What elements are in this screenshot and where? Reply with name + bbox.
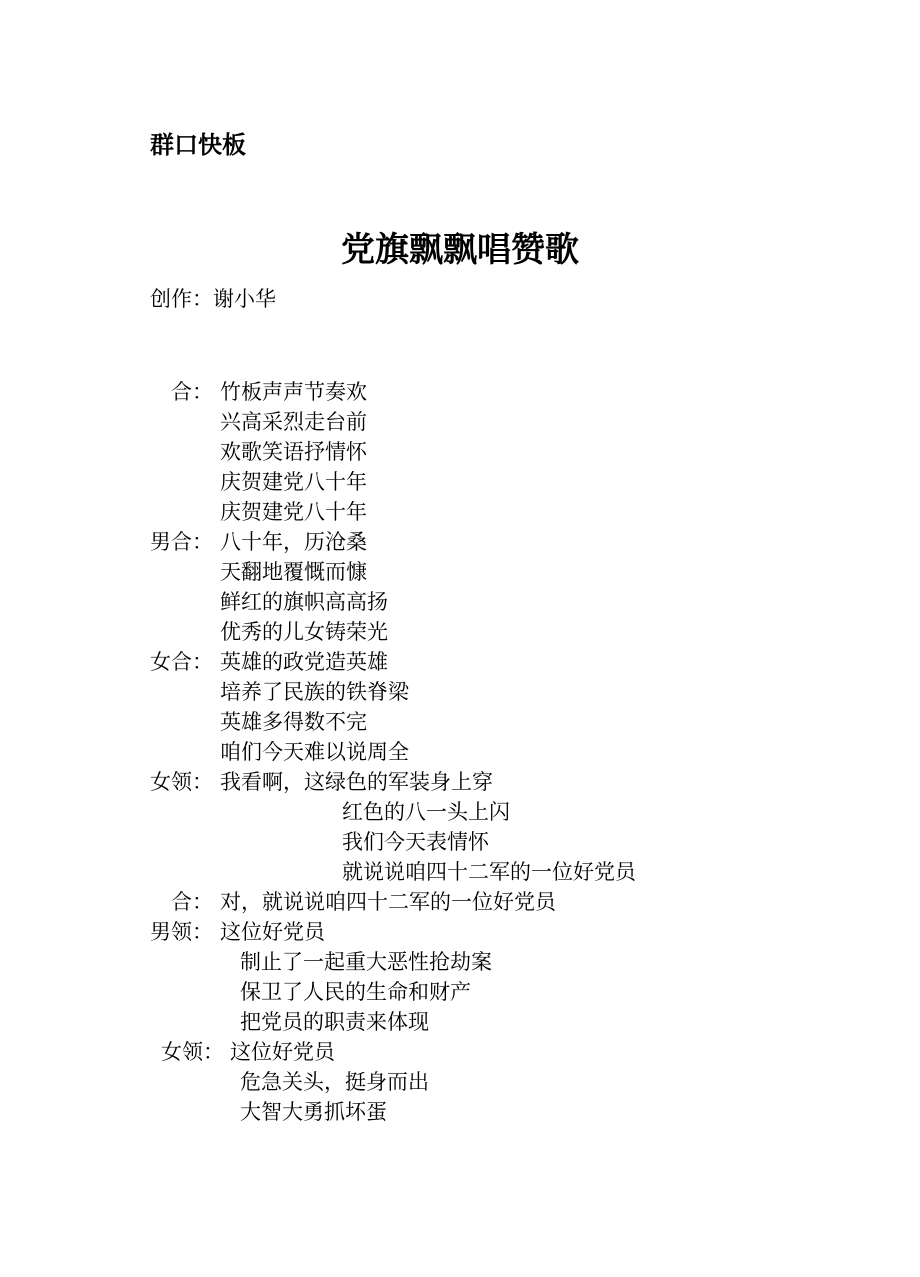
lyric-text: 把党员的职责来体现 xyxy=(240,1010,429,1034)
lyric-line xyxy=(0,1037,920,1067)
lyric-line xyxy=(0,497,920,527)
speaker-role: 男领： xyxy=(150,920,213,944)
lyric-line xyxy=(0,437,920,467)
lyric-line xyxy=(0,407,920,437)
lyric-text: 培养了民族的铁脊梁 xyxy=(220,680,409,704)
speaker-role: 合： xyxy=(171,380,213,404)
lyric-line xyxy=(0,527,920,557)
lyric-text: 优秀的儿女铸荣光 xyxy=(220,620,388,644)
speaker-role: 女领： xyxy=(150,770,213,794)
song-title: 党旗飘飘唱赞歌 xyxy=(341,230,579,270)
speaker-role: 合： xyxy=(171,890,213,914)
lyric-line xyxy=(0,947,920,977)
lyric-text: 英雄多得数不完 xyxy=(220,710,367,734)
speaker-role: 男合： xyxy=(150,530,213,554)
speaker-role: 女领： xyxy=(161,1040,224,1064)
lyric-text: 庆贺建党八十年 xyxy=(220,500,367,524)
lyric-text: 我看啊，这绿色的军装身上穿 xyxy=(220,770,493,794)
lyric-line xyxy=(0,677,920,707)
genre-heading: 群口快板 xyxy=(150,131,246,159)
lyric-text: 鲜红的旗帜高高扬 xyxy=(220,590,388,614)
lyric-text: 这位好党员 xyxy=(220,920,325,944)
lyric-line xyxy=(0,647,920,677)
lyric-line xyxy=(0,587,920,617)
lyric-text: 这位好党员 xyxy=(230,1040,335,1064)
lyric-text: 保卫了人民的生命和财产 xyxy=(240,980,471,1004)
lyric-line xyxy=(0,857,920,887)
lyric-text: 竹板声声节奏欢 xyxy=(220,380,367,404)
lyric-line xyxy=(0,1007,920,1037)
lyric-text: 英雄的政党造英雄 xyxy=(220,650,388,674)
lyric-text: 庆贺建党八十年 xyxy=(220,470,367,494)
lyric-text: 咱们今天难以说周全 xyxy=(220,740,409,764)
lyric-line xyxy=(0,917,920,947)
lyric-text: 就说说咱四十二军的一位好党员 xyxy=(342,860,636,884)
lyric-line xyxy=(0,767,920,797)
lyric-line xyxy=(0,557,920,587)
author-credit: 创作：谢小华 xyxy=(150,287,276,311)
lyric-text: 欢歌笑语抒情怀 xyxy=(220,440,367,464)
lyric-text: 制止了一起重大恶性抢劫案 xyxy=(240,950,492,974)
lyric-line xyxy=(0,1097,920,1127)
lyric-text: 八十年，历沧桑 xyxy=(220,530,367,554)
lyric-text: 对，就说说咱四十二军的一位好党员 xyxy=(220,890,556,914)
lyric-line xyxy=(0,707,920,737)
lyric-line xyxy=(0,977,920,1007)
lyric-line xyxy=(0,887,920,917)
lyric-line xyxy=(0,617,920,647)
lyric-line xyxy=(0,797,920,827)
lyric-line xyxy=(0,467,920,497)
lyric-line xyxy=(0,827,920,857)
lyric-text: 大智大勇抓坏蛋 xyxy=(240,1100,387,1124)
lyric-text: 天翻地覆慨而慷 xyxy=(220,560,367,584)
speaker-role: 女合： xyxy=(150,650,213,674)
lyric-text: 红色的八一头上闪 xyxy=(342,800,510,824)
lyric-text: 我们今天表情怀 xyxy=(342,830,489,854)
lyric-line xyxy=(0,737,920,767)
lyric-line xyxy=(0,1067,920,1097)
lyric-text: 兴高采烈走台前 xyxy=(220,410,367,434)
lyrics-body xyxy=(0,377,920,1127)
lyric-text: 危急关头，挺身而出 xyxy=(240,1070,429,1094)
lyric-line xyxy=(0,377,920,407)
